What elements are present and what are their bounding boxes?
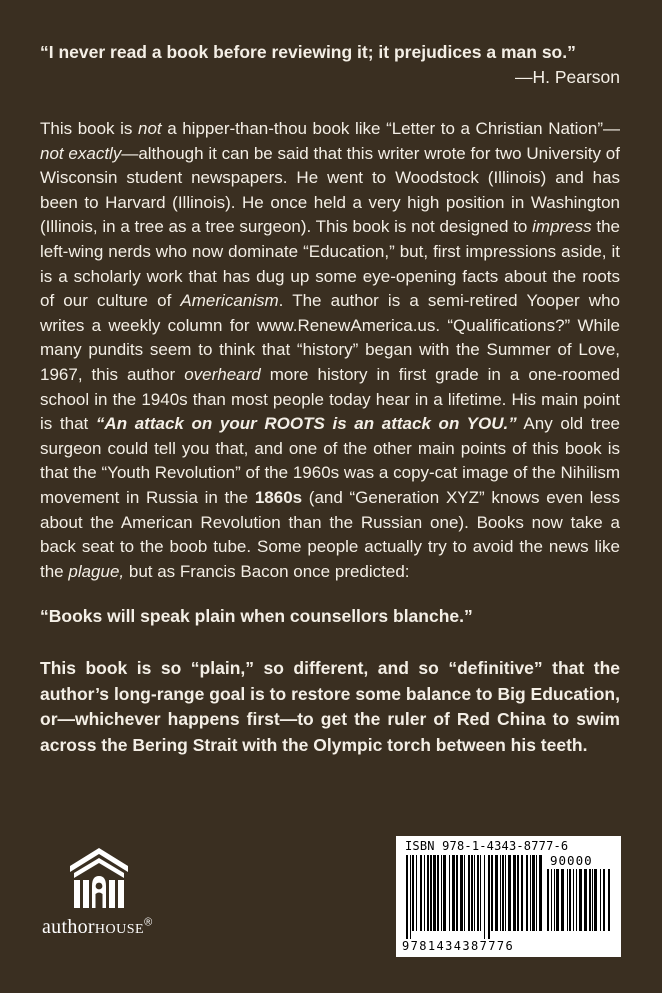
barcode-bar — [474, 855, 475, 931]
isbn-label: ISBN 978-1-4343-8777-6 — [405, 839, 569, 853]
barcode-bar — [551, 869, 552, 931]
barcode-bar — [608, 869, 610, 931]
barcode-bar — [433, 855, 436, 931]
barcode-bar — [579, 869, 582, 931]
barcode-bar — [449, 855, 450, 931]
publisher-name-lower: author — [42, 916, 95, 938]
barcode-bar — [471, 855, 473, 931]
barcode-bar — [547, 869, 549, 931]
barcode-bar — [488, 855, 490, 939]
barcode-bar — [592, 869, 593, 931]
barcode-bar — [556, 869, 559, 931]
barcode-bar — [416, 855, 417, 931]
blurb-emphasis: impress — [532, 217, 592, 237]
barcode-bar — [412, 855, 414, 931]
barcode-bar — [589, 869, 591, 931]
barcode-bar — [443, 855, 446, 931]
blurb-emphasis: plague, — [68, 561, 125, 581]
blurb-emphasis: overheard — [184, 364, 261, 384]
barcode-bar — [603, 869, 605, 931]
barcode-bar — [505, 855, 506, 931]
barcode-bar — [576, 869, 577, 931]
barcode-bar — [526, 855, 528, 931]
blurb-emphasis: not exactly — [40, 143, 122, 163]
barcode-bar — [420, 855, 422, 931]
barcode-bar — [427, 855, 429, 931]
blurb-text: but as Francis Bacon once predicted: — [124, 561, 410, 581]
ean-barcode-bars — [405, 855, 542, 939]
closing-paragraph: This book is so “plain,” so different, and so “definitive” that the author’s long-range goal is to restore some balance to Big Education, or—whichever happens first—to get the ruler of Red China to swim across the Bering Strait with the Olympic torch between his teeth. — [40, 658, 620, 755]
barcode-bar — [500, 855, 501, 931]
blurb-emphasis: Americanism — [180, 291, 279, 311]
epigraph-quote: “I never read a book before reviewing it; it prejudices a man so.” — [40, 42, 576, 62]
publisher-logo — [42, 846, 202, 946]
ean-number: 9781434387776 — [402, 939, 515, 953]
price-code: 90000 — [550, 853, 593, 868]
barcode-bar — [508, 855, 511, 931]
registered-mark: ® — [144, 916, 153, 929]
isbn-barcode — [396, 836, 621, 957]
blurb-text: . The author is a semi-retired Yooper who writes a weekly column for www.RenewAmerica.us. “Qualifications?” While many pundits seem to think that “history” began with the Summer of Love, 1967, this author — [40, 291, 620, 384]
blurb-paragraph — [40, 117, 620, 584]
barcode-bar — [480, 855, 481, 931]
barcode-bar — [441, 855, 442, 931]
barcode-bar — [430, 855, 432, 931]
epigraph — [40, 40, 620, 90]
barcode-bar — [477, 855, 479, 931]
barcode-bar — [410, 855, 411, 939]
barcode-bar — [452, 855, 455, 931]
barcode-bar — [600, 869, 601, 931]
barcode-bar — [530, 855, 531, 931]
main-point-quote: “An attack on your ROOTS is an attack on YOU.” — [95, 414, 517, 434]
barcode-bar — [406, 855, 408, 939]
publisher-name-caps: HOUSE — [94, 922, 145, 937]
blurb-text: (and “Generation XYZ” knows even less about the American Revolution than the Russian one). Books now take a back seat to the boob tube. Some people actually try to avoid the news like the — [40, 487, 620, 581]
barcode-bar — [468, 855, 470, 931]
house-person-logo-icon — [68, 846, 130, 910]
barcode-bar — [539, 855, 542, 931]
blurb-text: —although it can be said that this writer wrote for two University of Wisconsin student newspapers. He went to Woodstock (Illinois) and has been to Harvard (Illinois). He once held a very high position in Washington (Illinois, in a tree as a tree surgeon). This book is not designed to — [40, 143, 620, 237]
barcode-bar — [536, 855, 537, 931]
blurb-text: This book is — [40, 119, 138, 138]
barcode-bar — [437, 855, 439, 931]
addon-barcode-bars — [546, 869, 612, 939]
publisher-name — [42, 916, 152, 939]
blurb-emphasis: not — [137, 119, 162, 138]
barcode-bar — [456, 855, 458, 931]
barcode-bar — [554, 869, 555, 931]
barcode-bar — [573, 869, 574, 931]
blurb-text: more history in first grade in a one-roomed school in the 1940s than most people today hear in a lifetime. His main point is that — [40, 364, 620, 434]
barcode-bar — [424, 855, 425, 931]
bacon-quote: “Books will speak plain when counsellors blanche.” — [40, 606, 473, 626]
epigraph-attribution: —H. Pearson — [514, 67, 620, 87]
barcode-bar — [464, 855, 465, 931]
blurb — [40, 117, 620, 584]
barcode-bar — [594, 869, 597, 931]
barcode-bar — [532, 855, 535, 931]
blurb-text: the left-wing nerds who now dominate “Education,” but, first impressions aside, it is a scholarly work that has dug up some eye-opening facts about the roots of our culture of — [40, 217, 621, 311]
barcode-bar — [569, 869, 571, 931]
blurb-bold: 1860s — [254, 487, 303, 507]
barcode-bar — [521, 855, 523, 931]
barcode-bar — [567, 869, 568, 931]
barcode-bar — [491, 855, 493, 931]
barcode-bar — [484, 855, 485, 939]
barcode-bar — [513, 855, 516, 931]
blurb-text: Any old tree surgeon could tell you that, and one of the other main points of this book is that the “Youth Revolution” of the 1960s was a copy-cat image of the Nihilism movement in Russia in the — [40, 414, 620, 507]
barcode-bar — [495, 855, 498, 931]
barcode-bar — [584, 869, 587, 931]
barcode-bar — [460, 855, 463, 931]
blurb-text: a hipper-than-thou book like “Letter to a Christian Nation”— — [161, 119, 620, 138]
barcode-bar — [502, 855, 504, 931]
barcode-bar — [561, 869, 564, 931]
barcode-bar — [517, 855, 519, 931]
